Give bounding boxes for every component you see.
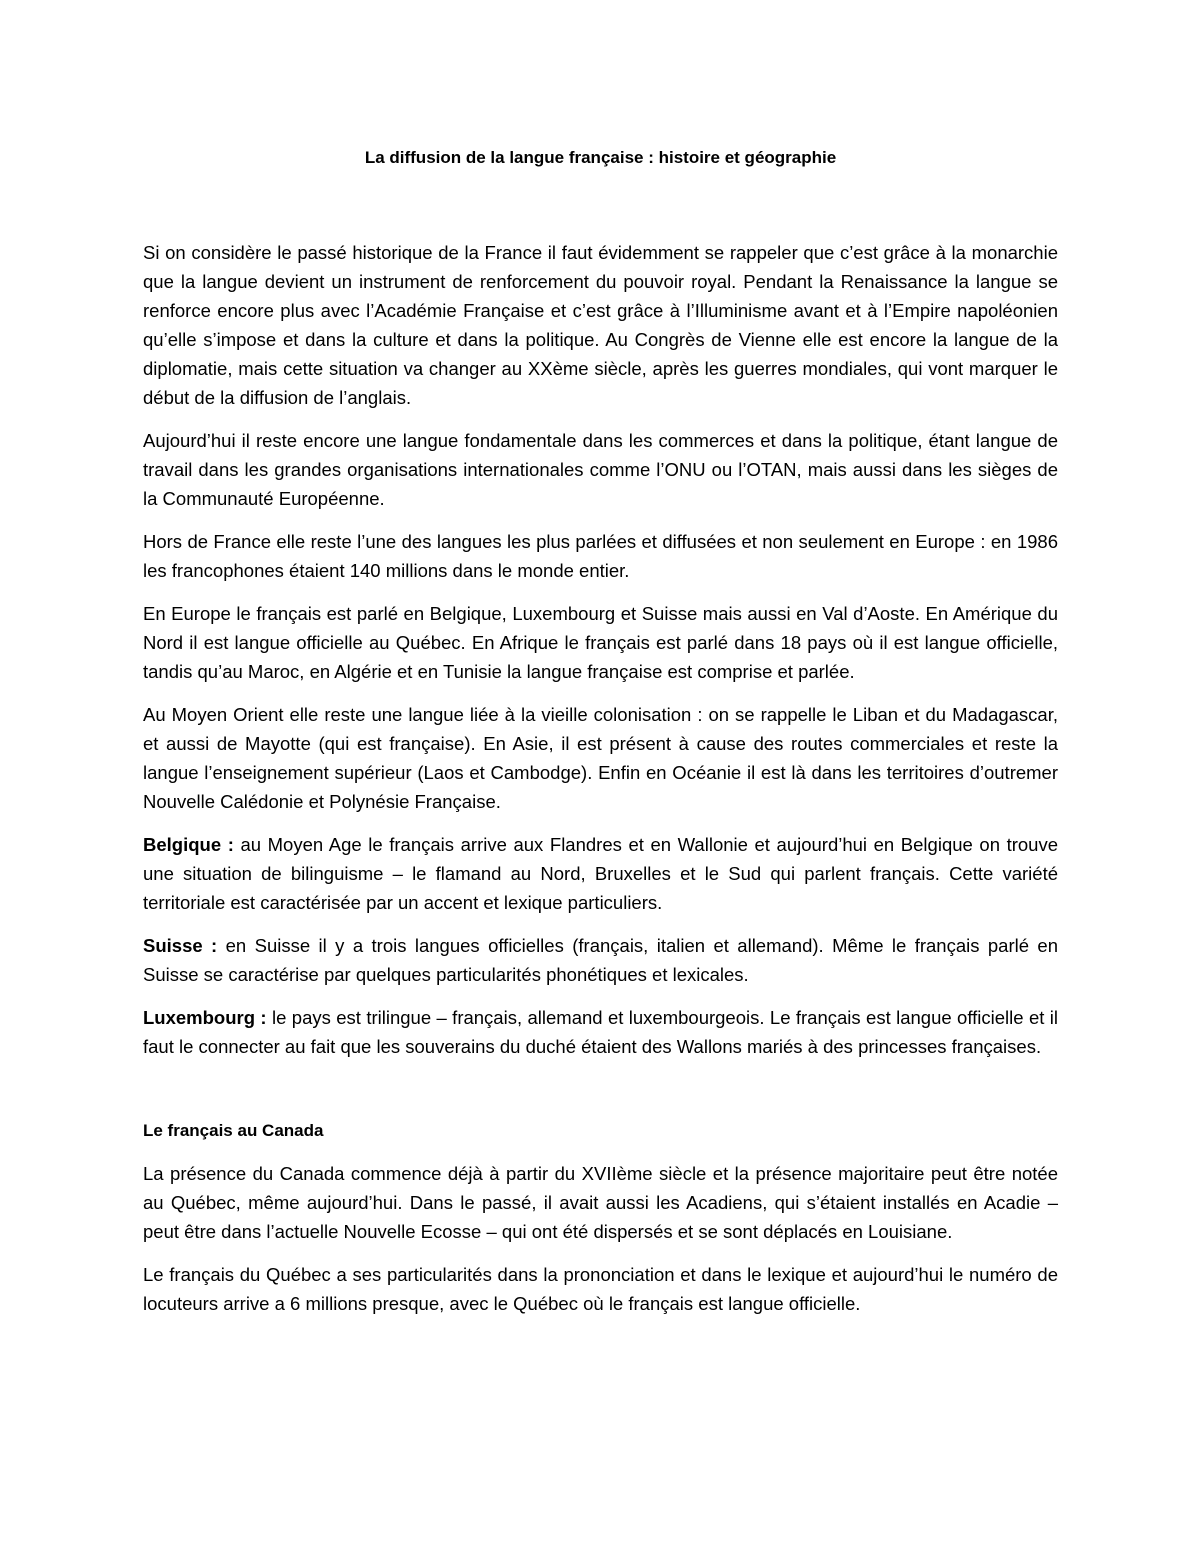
paragraph-history: Si on considère le passé historique de la France il faut évidemment se rappeler que c’est grâce à la monarchie que la langue devient un instrument de renforcement du pouvoir royal. Pendant la Renaissance la langue se renforce encore plus avec l’Académie Française et c’est grâce à l’Illuminisme avant et à l’Empire napoléonien qu’elle s’impose et dans la culture et dans la politique. Au Congrès de Vienne elle est encore la langue de la diplomatie, mais cette situation va changer au XXème siècle, après les guerres mondiales, qui vont marquer le début de la diffusion de l’anglais.: [143, 242, 1058, 408]
paragraph-canada-history: La présence du Canada commence déjà à partir du XVIIème siècle et la présence majoritaire peut être notée au Québec, même aujourd’hui. Dans le passé, il avait aussi les Acadiens, qui s’étaient installés en Acadie – peut être dans l’actuelle Nouvelle Ecosse – qui ont été dispersés et se sont déplacés en Louisiane.: [143, 1163, 1058, 1242]
country-label-belgique: Belgique :: [143, 834, 234, 855]
paragraph-outside-france: Hors de France elle reste l’une des langues les plus parlées et diffusées et non seulement en Europe : en 1986 les francophones étaient 140 millions dans le monde entier.: [143, 531, 1058, 581]
country-text-luxembourg: le pays est trilingue – français, allemand et luxembourgeois. Le français est langue officielle et il faut le connecter au fait que les souverains du duché étaient des Wallons mariés à des princesses françaises.: [143, 1007, 1058, 1057]
paragraph-suisse: [143, 931, 1058, 989]
document-title: La diffusion de la langue française : histoire et géographie: [364, 148, 837, 167]
country-text-belgique: au Moyen Age le français arrive aux Flandres et en Wallonie et aujourd’hui en Belgique on trouve une situation de bilinguisme – le flamand au Nord, Bruxelles et le Sud qui parlent français. Cette variété territoriale est caractérisée par un accent et lexique particuliers.: [143, 834, 1058, 913]
country-text-suisse: en Suisse il y a trois langues officielles (français, italien et allemand). Même le français parlé en Suisse se caractérise par quelques particularités phonétiques et lexicales.: [143, 935, 1058, 985]
section-heading-canada: Le français au Canada: [143, 1121, 324, 1140]
paragraph-today: Aujourd’hui il reste encore une langue fondamentale dans les commerces et dans la politique, étant langue de travail dans les grandes organisations internationales comme l’ONU ou l’OTAN, mais aussi dans les sièges de la Communauté Européenne.: [143, 430, 1058, 509]
paragraph-middle-east-asia-oceania: Au Moyen Orient elle reste une langue liée à la vieille colonisation : on se rappelle le Liban et du Madagascar, et aussi de Mayotte (qui est française). En Asie, il est présent à cause des routes commerciales et reste la langue l’enseignement supérieur (Laos et Cambodge). Enfin en Océanie il est là dans les territoires d’outremer Nouvelle Calédonie et Polynésie Française.: [143, 704, 1058, 812]
paragraph-canada-quebec: Le français du Québec a ses particularités dans la prononciation et dans le lexique et aujourd’hui le numéro de locuteurs arrive a 6 millions presque, avec le Québec où le français est langue officielle.: [143, 1264, 1058, 1314]
paragraph-europe-america-africa: En Europe le français est parlé en Belgique, Luxembourg et Suisse mais aussi en Val d’Aoste. En Amérique du Nord il est langue officielle au Québec. En Afrique le français est parlé dans 18 pays où il est langue officielle, tandis qu’au Maroc, en Algérie et en Tunisie la langue française est comprise et parlée.: [143, 603, 1058, 682]
country-label-luxembourg: Luxembourg :: [143, 1007, 267, 1028]
paragraph-luxembourg: [143, 1003, 1058, 1061]
country-label-suisse: Suisse :: [143, 935, 218, 956]
paragraph-belgique: [143, 830, 1058, 917]
document-page: [143, 140, 1058, 1332]
